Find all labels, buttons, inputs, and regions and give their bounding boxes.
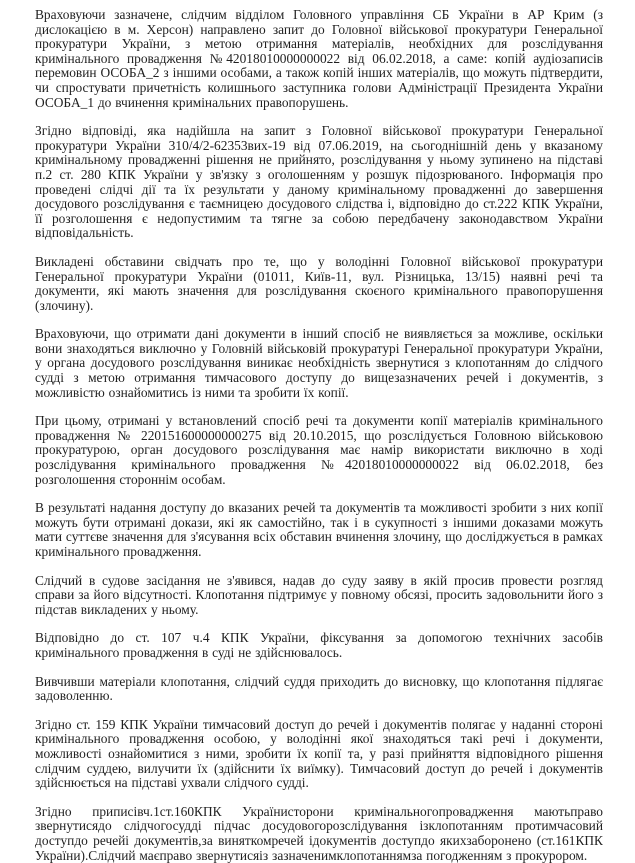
paragraph-circumstances: Викладені обставини свідчать про те, що у володінні Головної військової прокуратури Генеральної прокуратури України (01011, Київ-11, вул. Різницька, 13/15) наявні речі та документи, які мають значення для розслідування скоєного кримінального правопорушення (злочину). bbox=[35, 253, 603, 313]
paragraph-intended-use: При цьому, отримані у встановлений спосіб речі та документи копії матеріалів кримінального провадження № 220151600000000275 від 20.10.2015, що розслідується Головною військовою прокуратурою, орган досудового розслідування має намір використати виключно в ході розслідування кримінального провадження №42018010000000022 від 06.02.2018, без розголошення стороннім особам. bbox=[35, 413, 603, 487]
paragraph-article-160: Згідно приписівч.1ст.160КПК Українисторони кримінальногопровадження маютьправо звернутисядо слідчогосудді підчас досудовогорозслідування ізклопотанням протимчасовий доступдо речейі документів,за виняткомречей ідокументів доступдо якихзаборонено (ст.161КПК України).Слідчий маєправо звернутисяіз зазначенимклопотаннямза погодженням з прокурором. bbox=[35, 803, 603, 863]
paragraph-article-159: Згідно ст. 159 КПК України тимчасовий доступ до речей і документів полягає у наданні стороні кримінального провадження особою, у володінні якої знаходяться такі речі і документи, можливості ознайомитися з ними, зробити їх копії та, у разі прийняття відповідного рішення слідчим суддею, вилучити їх (здійснити їх виїмку). Тимчасовий доступ до речей і документів здійснюється на підставі ухвали слідчого судді. bbox=[35, 716, 603, 791]
paragraph-evidence-significance: В результаті надання доступу до вказаних речей та документів та можливості зробити з них копії можуть бути отримані докази, які як самостійно, так і в сукупності з іншими доказами можуть мати суттєве значення для з'ясування всіх обставин вчинення злочину, що досліджується в рамках кримінального провадження. bbox=[35, 500, 603, 559]
paragraph-necessity-of-motion: Враховуючи, що отримати дані документи в інший спосіб не виявляється за можливе, оскільки вони знаходяться виключно у Головній військовій прокуратурі Генеральної прокуратури України, у органа досудового розслідування виникає необхідність звернутися з клопотанням до слідчого судді з метою отримання тимчасового доступу до вищезазначених речей і документів, з можливістю ознайомитись із ними та зробити їх копії. bbox=[35, 326, 603, 400]
paragraph-no-technical-recording: Відповідно до ст. 107 ч.4 КПК України, фіксування за допомогою технічних засобів кримінального провадження в суді не здійснювалось. bbox=[35, 630, 603, 660]
paragraph-investigator-absence: Слідчий в судове засідання не з'явився, надав до суду заяву в якій просив провести розгляд справи за його відсутності. Клопотання підтримує у повному обсязі, просить задовольнити його з підстав викладених у ньому. bbox=[35, 572, 603, 617]
paragraph-judge-conclusion: Вивчивши матеріали клопотання, слідчий суддя приходить до висновку, що клопотання підлягає задоволенню. bbox=[35, 673, 603, 704]
paragraph-request-to-prosecutor: Враховуючи зазначене, слідчим відділом Головного управління СБ України в АР Крим (з дислокацією в м. Херсон) направлено запит до Головної військової прокуратури Генеральної прокуратури України, з метою отримання матеріалів, необхідних для розслідування кримінального провадження №42018010000000022 від 06.02.2018, а саме: копій аудіозаписів перемовин ОСОБА_2 з іншими особами, а також копій інших матеріалів, що можуть підтвердити, чи спростувати причетність колишнього заступника голови Адміністрації Президента України ОСОБА_1 до вчинення кримінальних правопорушень. bbox=[35, 7, 603, 110]
paragraph-response-info: Згідно відповіді, яка надійшла на запит з Головної військової прокуратури Генеральної прокуратури України 310/4/2-62353вих-19 від 07.06.2019, на сьогоднішній день у вказаному кримінальному провадженні рішення не прийнято, розслідування у ньому зупинено на підставі п.2 ст. 280 КПК України у зв'язку з оголошенням у розшук підозрюваного. Інформація про проведені слідчі дії та їх результати у даному кримінальному провадженні до завершення досудового розслідування є таємницею досудового слідства і, відповідно до ст.222 КПК України, її розголошення є недопустимим та тягне за собою передбачену законодавством України відповідальність. bbox=[35, 123, 603, 241]
